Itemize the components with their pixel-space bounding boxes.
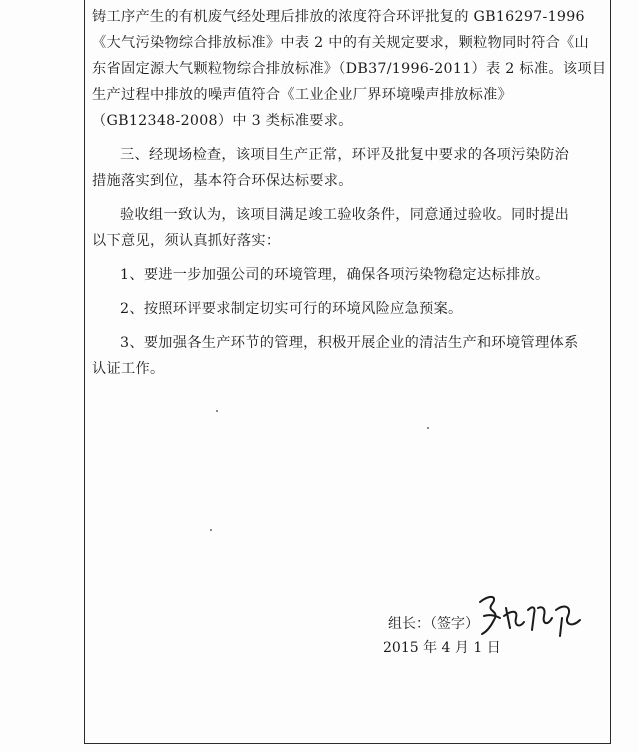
list-item: 3、要加强各生产环节的管理，积极开展企业的清洁生产和环境管理体系 — [120, 335, 579, 351]
text-line: 东省固定源大气颗粒物综合排放标准》（DB37/1996-2011）表 2 标准。该项目 — [92, 61, 607, 77]
list-item: 2、按照环评要求制定切实可行的环境风险应急预案。 — [120, 301, 463, 317]
scan-speck — [216, 410, 218, 412]
signature-label: 组长：（签字） — [388, 616, 479, 632]
paragraph-gap — [92, 194, 600, 202]
document-body — [92, 4, 607, 382]
signature-date: 2015 年 4 月 1 日 — [383, 640, 501, 656]
text-line: 《大气污染物综合排放标准》中表 2 中的有关规定要求，颗粒物同时符合《山 — [92, 35, 590, 51]
paragraph-gap — [92, 134, 600, 142]
list-item: 认证工作。 — [92, 361, 165, 377]
list-item: 1、要进一步加强公司的环境管理，确保各项污染物稳定达标排放。 — [120, 267, 550, 283]
paragraph-gap — [92, 288, 600, 296]
paragraph-gap — [92, 322, 600, 330]
text-line: 措施落实到位，基本符合环保达标要求。 — [92, 173, 353, 189]
text-line: 验收组一致认为，该项目满足竣工验收条件，同意通过验收。同时提出 — [120, 207, 570, 223]
text-line: 三、经现场检查，该项目生产正常，环评及批复中要求的各项污染防治 — [120, 147, 570, 163]
text-line: （GB12348-2008）中 3 类标准要求。 — [92, 113, 353, 129]
text-line: 生产过程中排放的噪声值符合《工业企业厂界环境噪声排放标准》 — [92, 87, 513, 103]
text-line: 铸工序产生的有机废气经处理后排放的浓度符合环评批复的 GB16297-1996 — [92, 9, 585, 25]
scan-speck — [427, 427, 429, 429]
signature-block — [388, 612, 479, 636]
paragraph-gap — [92, 254, 600, 262]
text-line: 以下意见，须认真抓好落实： — [92, 233, 281, 249]
scan-speck — [210, 529, 212, 531]
